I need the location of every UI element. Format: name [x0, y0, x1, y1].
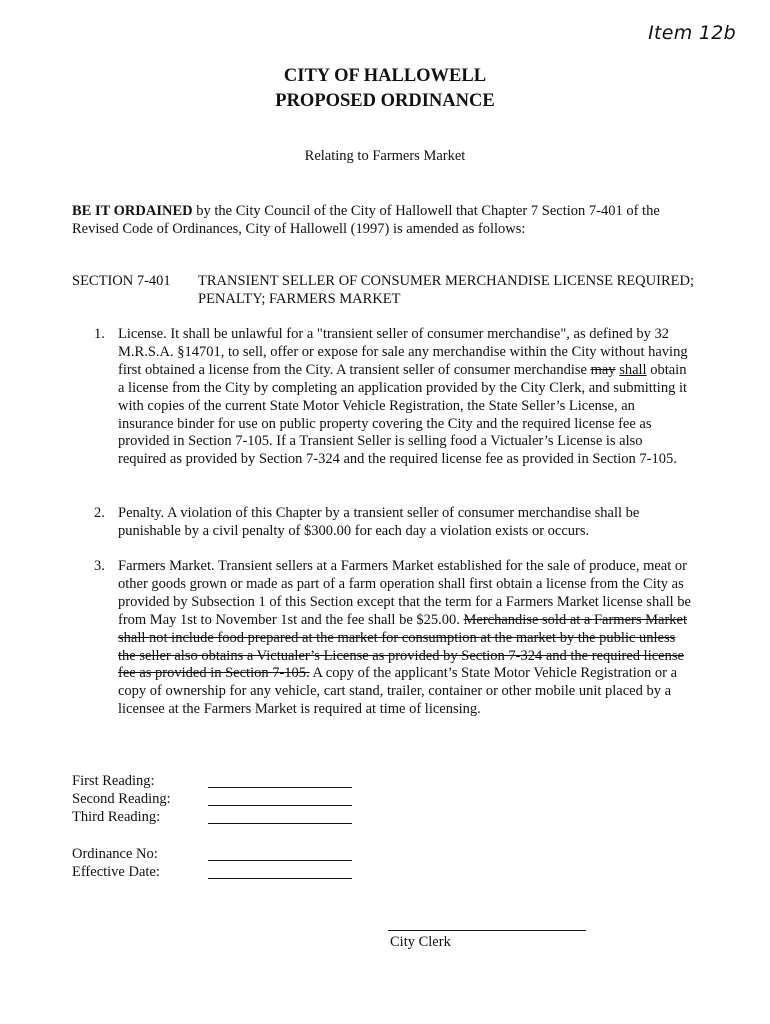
second-reading-blank: [208, 805, 352, 806]
document-title-ordinance: PROPOSED ORDINANCE: [275, 91, 495, 111]
third-reading-label: Third Reading:: [72, 809, 161, 825]
struck-text: Merchandise sold at a Farmers Market shall not include food prepared at the market for consumption at the market by the public unless the seller also obtains a Victualer’s License as provided by Section 7-324 and the required license fee as provided in Section 7-105.: [118, 611, 687, 682]
paragraph-license: [94, 326, 692, 469]
ordained-text: by the City Council of the City of Hallowell that Chapter 7 Section 7-401 of the Revised Code of Ordinances, City of Hallowell (1997) is amended as follows:: [72, 203, 660, 237]
paragraph-body: [118, 326, 692, 469]
paragraph-number: 2.: [94, 505, 105, 521]
paragraph-number: 1.: [94, 326, 105, 342]
ordained-paragraph: [72, 202, 702, 238]
first-reading-label: First Reading:: [72, 773, 155, 789]
paragraph-farmers-market: [94, 558, 692, 719]
paragraph-body: [118, 558, 692, 719]
clerk-signature-line: [388, 930, 586, 931]
second-reading-label: Second Reading:: [72, 791, 171, 807]
paragraph-number: 3.: [94, 558, 105, 574]
effective-date-blank: [208, 878, 352, 879]
farmers-text-b: A copy of the applicant’s State Motor Vehicle Registration or a copy of ownership for any vehicle, cart stand, trailer, container or other mobile unit placed by a licensee at the Farmers Market is required at time of licensing.: [118, 665, 678, 718]
license-text-a: License. It shall be unlawful for a "transient seller of consumer merchandise", as defined by 32 M.R.S.A. §14701, to sell, offer or expose for sale any merchandise within the City without having first obtained a license from the City. A transient seller of consumer merchandise: [118, 326, 688, 378]
document-title-city: CITY OF HALLOWELL: [283, 66, 487, 86]
ordained-lead: BE IT ORDAINED: [72, 203, 193, 219]
third-reading-blank: [208, 823, 352, 824]
paragraph-body: Penalty. A violation of this Chapter by a transient seller of consumer merchandise shall be punishable by a civil penalty of $300.00 for each day a violation exists or occurs.: [118, 505, 640, 539]
effective-date-label: Effective Date:: [72, 864, 160, 880]
item-label: Item 12b: [648, 22, 736, 44]
first-reading-blank: [208, 787, 352, 788]
farmers-text-a: Farmers Market. Transient sellers at a Farmers Market established for the sale of produce, meat or other goods grown or made as part of a farm operation shall first obtain a license from the City as provided by Subsection 1 of this Section except that the term for a Farmers Market license shall be from May 1st to November 1st and the fee shall be $25.00.: [118, 558, 691, 628]
ordinance-no-blank: [208, 860, 352, 861]
inserted-text: shall: [619, 361, 647, 378]
clerk-label: City Clerk: [390, 934, 451, 950]
license-text-b: obtain a license from the City by completing an application provided by the City Clerk, and submitting it with copies of the current State Motor Vehicle Registration, the State Seller’s License, an insurance binder for use on public property covering the City and the required license fee as provided in Section 7-105. If a Transient Seller is selling food a Victualer’s License is also required as provided by Section 7-324 and the required license fee as provided in Section 7-105.: [118, 361, 688, 468]
paragraph-penalty: [94, 505, 692, 541]
section-number: SECTION 7-401: [72, 273, 171, 289]
ordinance-no-label: Ordinance No:: [72, 846, 158, 862]
section-title: TRANSIENT SELLER OF CONSUMER MERCHANDISE LICENSE REQUIRED; PENALTY; FARMERS MARKET: [198, 273, 694, 307]
document-subtitle: Relating to Farmers Market: [304, 148, 466, 164]
struck-text: may: [590, 361, 616, 378]
